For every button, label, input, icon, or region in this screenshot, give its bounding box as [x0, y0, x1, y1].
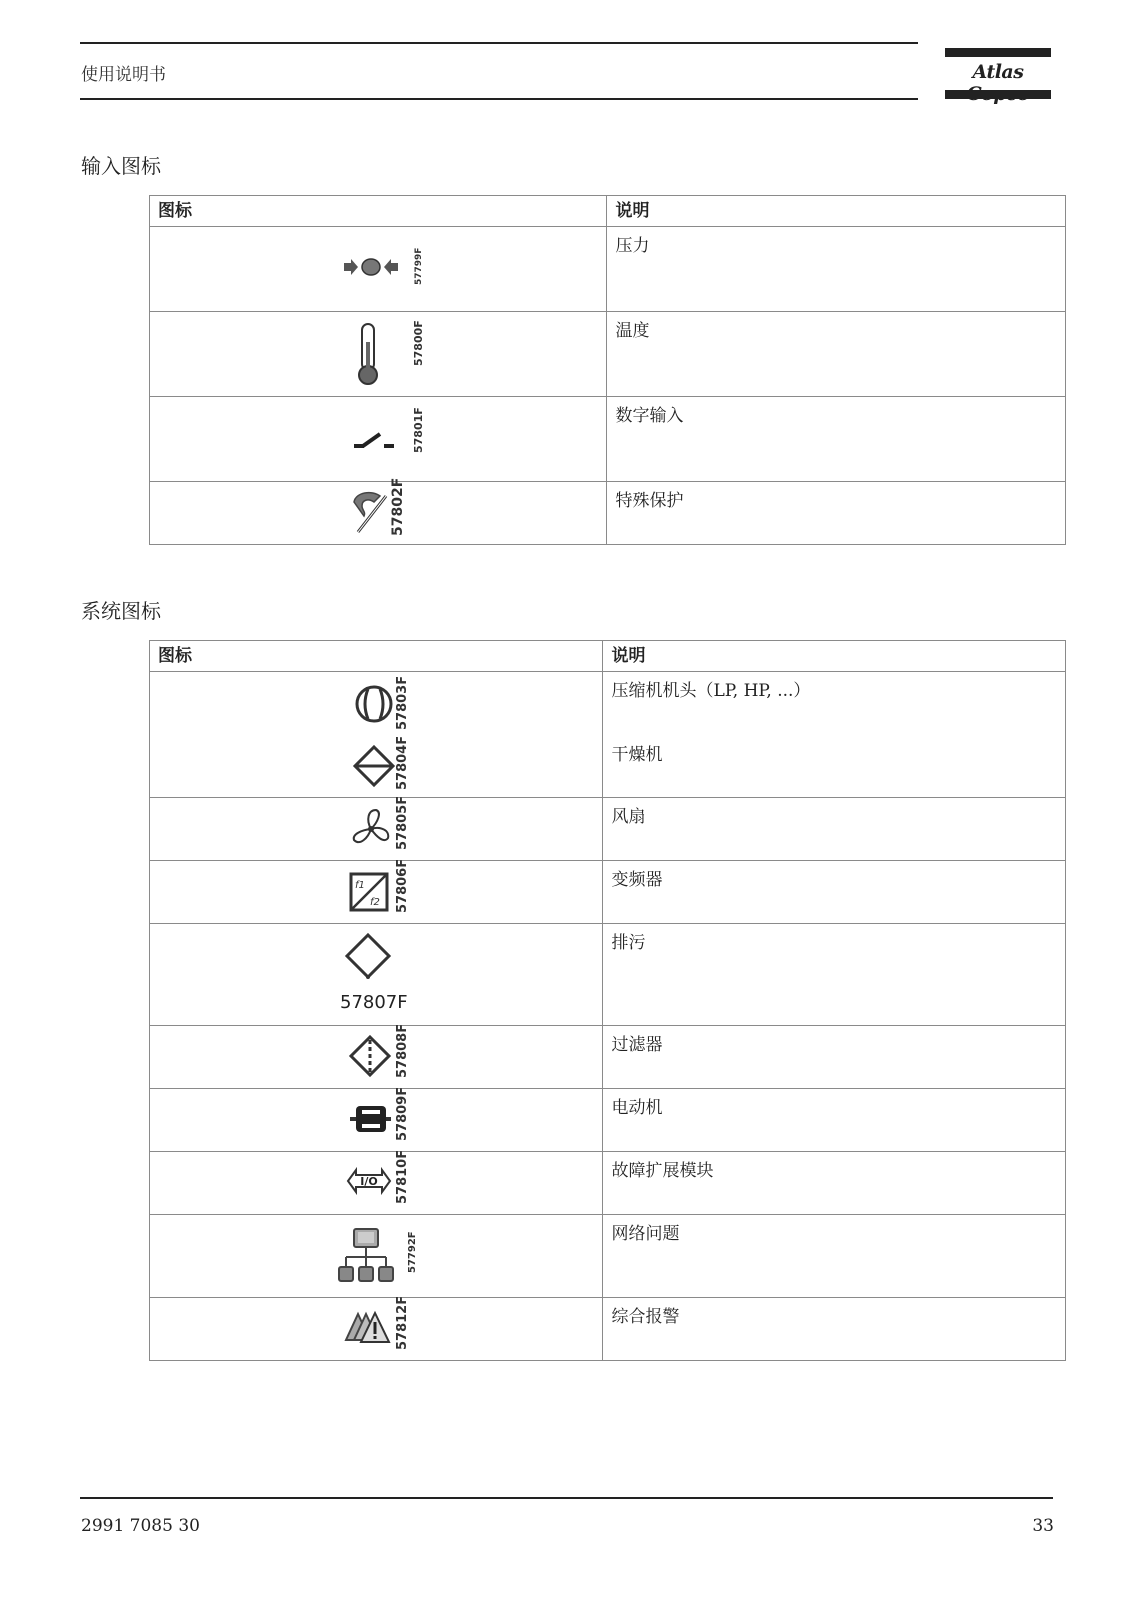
description-cell: 数字输入 — [607, 397, 1066, 482]
fan-icon — [348, 806, 394, 852]
description-cell: 排污 — [603, 924, 1066, 1026]
description-compressor-element: 压缩机机头（LP, HP, ...） — [611, 681, 811, 701]
icon-code: 57806F — [395, 858, 410, 913]
icon-code: 57808F — [395, 1023, 410, 1078]
page-number: 33 — [1032, 1516, 1054, 1536]
icon-code: 57809F — [395, 1086, 410, 1141]
general-alarm-icon — [344, 1310, 392, 1346]
svg-text:f1: f1 — [355, 880, 365, 891]
column-header-icon: 图标 — [150, 641, 603, 672]
description-cell: 风扇 — [603, 798, 1066, 861]
atlas-copco-logo — [945, 48, 1051, 100]
description-cell: 网络问题 — [603, 1215, 1066, 1298]
manual-title: 使用说明书 — [81, 65, 166, 85]
table-row — [150, 227, 1066, 312]
description-cell: 电动机 — [603, 1089, 1066, 1152]
description-cell: 综合报警 — [603, 1298, 1066, 1361]
table-header-row — [150, 641, 1066, 672]
network-icon — [336, 1227, 396, 1285]
icon-code: 57807F — [340, 992, 408, 1013]
compressor-element-icon — [354, 684, 394, 724]
table-row — [150, 1215, 1066, 1298]
icon-code: 57812F — [395, 1295, 410, 1350]
icon-code: 57799F — [414, 247, 424, 285]
table-row — [150, 312, 1066, 397]
footer-rule — [80, 1497, 1053, 1499]
svg-text:f2: f2 — [370, 897, 380, 908]
column-header-description: 说明 — [607, 196, 1066, 227]
table-row — [150, 1026, 1066, 1089]
dryer-icon — [352, 744, 396, 788]
table-row — [150, 798, 1066, 861]
io-label: I/O — [360, 1175, 378, 1188]
table-row — [150, 1152, 1066, 1215]
io-expansion-module-icon — [346, 1166, 392, 1196]
drain-icon — [344, 932, 392, 980]
icon-code: 57802F — [390, 477, 406, 536]
filter-icon — [348, 1034, 392, 1078]
table-row — [150, 924, 1066, 1026]
input-icons-table — [149, 195, 1066, 545]
table-row — [150, 397, 1066, 482]
icon-code: 57801F — [412, 407, 425, 453]
table-row — [150, 861, 1066, 924]
header-rule-top — [80, 42, 918, 44]
digital-input-switch-icon — [352, 429, 398, 451]
icon-code: 57792F — [407, 1231, 418, 1273]
description-cell: 过滤器 — [603, 1026, 1066, 1089]
table-row — [150, 1298, 1066, 1361]
thermometer-icon — [355, 322, 381, 386]
section-title-input-icons: 输入图标 — [81, 154, 161, 178]
pressure-icon — [342, 255, 414, 279]
table-row — [150, 672, 1066, 798]
description-cell: 特殊保护 — [607, 482, 1066, 545]
table-header-row — [150, 196, 1066, 227]
icon-code: 57800F — [412, 320, 425, 366]
system-icons-table — [149, 640, 1066, 1361]
description-cell: 故障扩展模块 — [603, 1152, 1066, 1215]
icon-code: 57803F — [395, 675, 410, 730]
table-row — [150, 482, 1066, 545]
icon-code: 57804F — [395, 735, 410, 790]
table-row — [150, 1089, 1066, 1152]
logo-text: Atlas — [972, 61, 1024, 83]
motor-icon — [348, 1103, 392, 1135]
description-cell: 压力 — [607, 227, 1066, 312]
column-header-description: 说明 — [603, 641, 1066, 672]
description-cell: 温度 — [607, 312, 1066, 397]
column-header-icon: 图标 — [150, 196, 607, 227]
special-protection-icon — [350, 488, 392, 536]
description-cell: 变频器 — [603, 861, 1066, 924]
frequency-converter-icon — [348, 871, 390, 913]
header-rule-bottom — [80, 98, 918, 100]
description-dryer: 干燥机 — [611, 745, 663, 765]
section-title-system-icons: 系统图标 — [81, 599, 161, 623]
icon-code: 57810F — [395, 1149, 410, 1204]
document-number: 2991 7085 30 — [81, 1516, 200, 1536]
icon-code: 57805F — [395, 795, 410, 850]
